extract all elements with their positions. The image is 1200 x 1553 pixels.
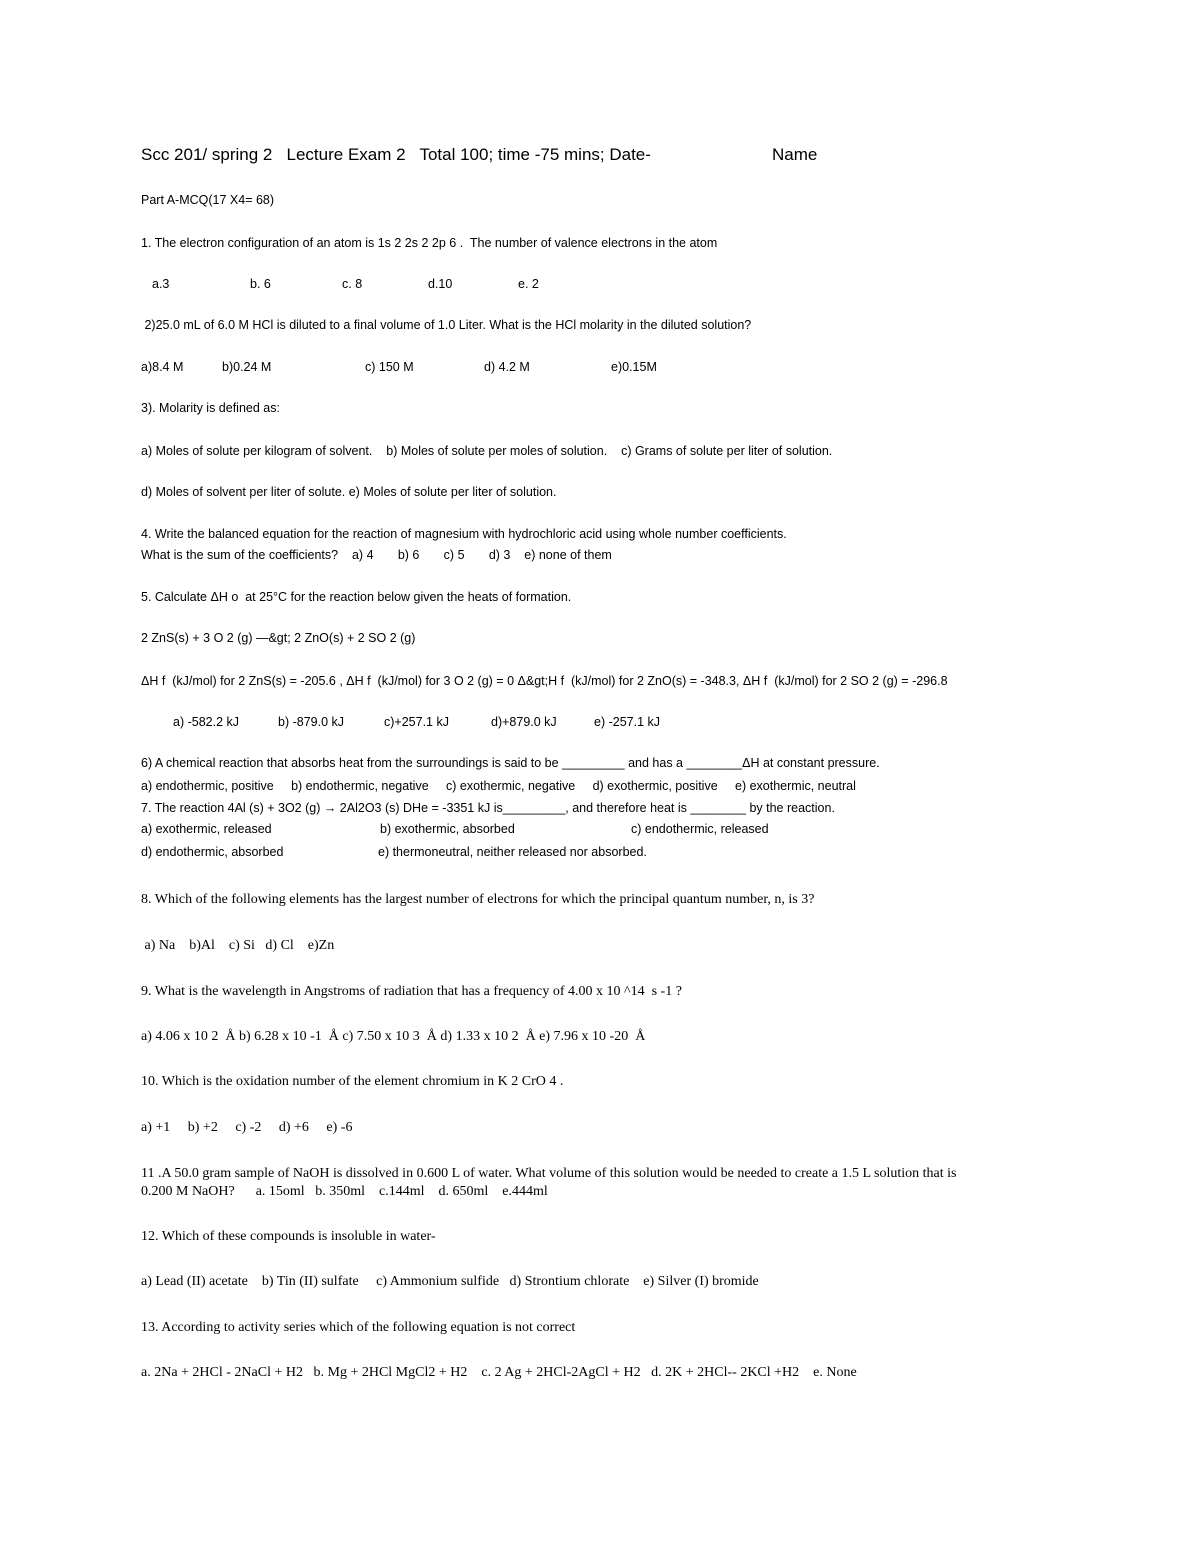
question-10: 10. Which is the oxidation number of the element chromium in K 2 CrO 4 .: [141, 1074, 564, 1089]
q10-options: a) +1 b) +2 c) -2 d) +6 e) -6: [141, 1120, 353, 1135]
q7-option-b: b) exothermic, absorbed: [380, 822, 515, 836]
q8-options: a) Na b)Al c) Si d) Cl e)Zn: [141, 938, 335, 953]
q5-option-b: b) -879.0 kJ: [278, 715, 345, 729]
name-label: Name: [772, 145, 818, 164]
q7-option-d: d) endothermic, absorbed: [141, 845, 284, 859]
q2-option-a: a)8.4 M: [141, 360, 184, 374]
question-9: 9. What is the wavelength in Angstroms of radiation that has a frequency of 4.00 x 10 ^14 s -1 ?: [141, 984, 682, 999]
q5-data: ΔH f (kJ/mol) for 2 ZnS(s) = -205.6 , ΔH f (kJ/mol) for 3 O 2 (g) = 0 Δ&gt;H f (kJ/mol) for 2 ZnO(s) = -348.3, ΔH f (kJ/mol) for 2 SO 2 (g) = -296.8: [141, 674, 948, 688]
q1-option-e: e. 2: [518, 277, 539, 291]
question-12: 12. Which of these compounds is insoluble in water-: [141, 1229, 436, 1244]
question-13: 13. According to activity series which of the following equation is not correct: [141, 1320, 576, 1335]
question-11-continued: 0.200 M NaOH? a. 15oml b. 350ml c.144ml d. 650ml e.444ml: [141, 1184, 548, 1199]
q5-option-c: c)+257.1 kJ: [384, 715, 449, 729]
q6-options: a) endothermic, positive b) endothermic, negative c) exothermic, negative d) exothermic, positive e) exothermic, neutral: [141, 779, 856, 793]
q9-options: a) 4.06 x 10 2 Å b) 6.28 x 10 -1 Å c) 7.50 x 10 3 Å d) 1.33 x 10 2 Å e) 7.96 x 10 -20 Å: [141, 1029, 646, 1044]
question-1: 1. The electron configuration of an atom is 1s 2 2s 2 2p 6 . The number of valence electrons in the atom: [141, 236, 718, 250]
q7-option-e: e) thermoneutral, neither released nor absorbed.: [378, 845, 647, 859]
question-8: 8. Which of the following elements has the largest number of electrons for which the principal quantum number, n, is 3?: [141, 892, 815, 907]
q2-option-d: d) 4.2 M: [484, 360, 530, 374]
q7-option-a: a) exothermic, released: [141, 822, 272, 836]
exam-title: Scc 201/ spring 2 Lecture Exam 2 Total 100; time -75 mins; Date-: [141, 145, 651, 164]
q1-option-c: c. 8: [342, 277, 363, 291]
q3-options-line-2: d) Moles of solvent per liter of solute. e) Moles of solute per liter of solution.: [141, 485, 557, 499]
question-7: 7. The reaction 4Al (s) + 3O2 (g) → 2Al2O3 (s) DHe = -3351 kJ is_________, and therefore heat is ________ by the reaction.: [141, 801, 835, 815]
q1-option-d: d.10: [428, 277, 453, 291]
q5-equation: 2 ZnS(s) + 3 O 2 (g) —&gt; 2 ZnO(s) + 2 SO 2 (g): [141, 631, 416, 645]
part-a-heading: Part A-MCQ(17 X4= 68): [141, 193, 275, 207]
question-6: 6) A chemical reaction that absorbs heat from the surroundings is said to be _________ and has a ________ΔH at constant pressure.: [141, 756, 880, 770]
q2-option-b: b)0.24 M: [222, 360, 272, 374]
question-2: 2)25.0 mL of 6.0 M HCl is diluted to a final volume of 1.0 Liter. What is the HCl molarity in the diluted solution?: [141, 318, 752, 332]
q1-option-b: b. 6: [250, 277, 271, 291]
q2-option-c: c) 150 M: [365, 360, 414, 374]
q3-options-line-1: a) Moles of solute per kilogram of solvent. b) Moles of solute per moles of solution. c) Grams of solute per liter of solution.: [141, 444, 833, 458]
q5-option-d: d)+879.0 kJ: [491, 715, 557, 729]
question-3: 3). Molarity is defined as:: [141, 401, 280, 415]
q5-option-a: a) -582.2 kJ: [173, 715, 240, 729]
q7-option-c: c) endothermic, released: [631, 822, 769, 836]
question-4: 4. Write the balanced equation for the reaction of magnesium with hydrochloric acid using whole number coefficients.: [141, 527, 787, 541]
question-11: 11 .A 50.0 gram sample of NaOH is dissolved in 0.600 L of water. What volume of this solution would be needed to create a 1.5 L solution that is: [141, 1166, 957, 1181]
q1-option-a: a.3: [152, 277, 170, 291]
q2-option-e: e)0.15M: [611, 360, 657, 374]
q5-option-e: e) -257.1 kJ: [594, 715, 661, 729]
q12-options: a) Lead (II) acetate b) Tin (II) sulfate c) Ammonium sulfide d) Strontium chlorate e) Silver (I) bromide: [141, 1274, 759, 1289]
question-4-options: What is the sum of the coefficients? a) 4 b) 6 c) 5 d) 3 e) none of them: [141, 548, 612, 562]
q13-options: a. 2Na + 2HCl - 2NaCl + H2 b. Mg + 2HCl MgCl2 + H2 c. 2 Ag + 2HCl-2AgCl + H2 d. 2K + 2HCl-- 2KCl +H2 e. None: [141, 1365, 857, 1380]
question-5: 5. Calculate ΔH o at 25°C for the reaction below given the heats of formation.: [141, 590, 572, 604]
